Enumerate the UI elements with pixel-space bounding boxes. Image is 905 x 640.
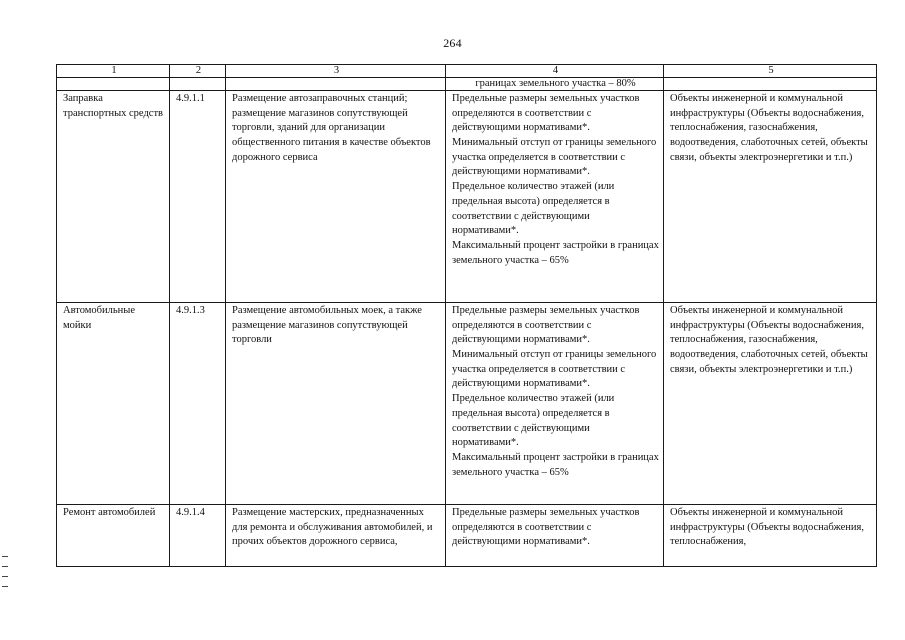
column-number-2: 2 xyxy=(170,65,226,78)
use-type-code: 4.9.1.1 xyxy=(170,91,226,303)
use-type-name: Заправка транспортных средств xyxy=(57,91,170,303)
parameters-cell xyxy=(446,303,664,505)
continuation-cell-2 xyxy=(170,78,226,91)
parameter-text: Минимальный отступ от границы земельного участка определяется в соответствии с действующими нормативами*. xyxy=(452,137,657,178)
use-type-code: 4.9.1.3 xyxy=(170,303,226,505)
column-number-3: 3 xyxy=(226,65,446,78)
parameters-cell xyxy=(446,505,664,567)
continuation-row xyxy=(57,78,877,91)
scan-margin-marks xyxy=(2,556,8,600)
use-type-description: Размещение автозаправочных станций; размещение магазинов сопутствующей торговли, зданий для организации общественного питания в качестве объектов дорожного сервиса xyxy=(226,91,446,303)
column-number-1: 1 xyxy=(57,65,170,78)
parameters-cell xyxy=(446,91,664,303)
use-type-name: Ремонт автомобилей xyxy=(57,505,170,567)
use-type-name: Автомобильные мойки xyxy=(57,303,170,505)
parameter-text: Максимальный процент застройки в границах земельного участка – 65% xyxy=(452,451,659,478)
use-type-description: Размещение автомобильных моек, а также размещение магазинов сопутствующей торговли xyxy=(226,303,446,505)
infrastructure-text: Объекты инженерной и коммунальной инфраструктуры (Объекты водоснабжения, теплоснабжения, газоснабжения, водоотведения, слаботочных сетей, объекты связи, объекты электроэнергетики и т.п.) xyxy=(664,303,877,505)
parameter-text: Предельное количество этажей (или предельная высота) определяется в соответствии с действующими нормативами*. xyxy=(452,181,615,237)
margin-tick xyxy=(2,556,8,557)
parameter-text: Минимальный отступ от границы земельного участка определяется в соответствии с действующими нормативами*. xyxy=(452,349,657,390)
continuation-cell-3 xyxy=(226,78,446,91)
margin-tick xyxy=(2,566,8,567)
continuation-params-text: границах земельного участка – 80% xyxy=(446,78,664,91)
parameter-text: Предельные размеры земельных участков определяются в соответствии с действующими нормативами*. xyxy=(452,93,640,134)
continuation-cell-5 xyxy=(664,78,877,91)
table-row xyxy=(57,303,877,505)
margin-tick xyxy=(2,586,8,587)
table-row xyxy=(57,505,877,567)
parameter-text: Предельные размеры земельных участков определяются в соответствии с действующими нормативами*. xyxy=(452,507,640,548)
column-number-5: 5 xyxy=(664,65,877,78)
table-row xyxy=(57,91,877,303)
continuation-cell-1 xyxy=(57,78,170,91)
land-use-table xyxy=(56,64,877,567)
page-number: 264 xyxy=(443,36,462,50)
infrastructure-text: Объекты инженерной и коммунальной инфраструктуры (Объекты водоснабжения, теплоснабжения, газоснабжения, водоотведения, слаботочных сетей, объекты связи, объекты электроэнергетики и т.п.) xyxy=(664,91,877,303)
use-type-description: Размещение мастерских, предназначенных для ремонта и обслуживания автомобилей, и прочих объектов дорожного сервиса, xyxy=(226,505,446,567)
margin-tick xyxy=(2,576,8,577)
parameter-text: Предельные размеры земельных участков определяются в соответствии с действующими нормативами*. xyxy=(452,305,640,346)
column-number-header-row xyxy=(57,65,877,78)
parameter-text: Максимальный процент застройки в границах земельного участка – 65% xyxy=(452,239,659,266)
use-type-code: 4.9.1.4 xyxy=(170,505,226,567)
column-number-4: 4 xyxy=(446,65,664,78)
parameter-text: Предельное количество этажей (или предельная высота) определяется в соответствии с действующими нормативами*. xyxy=(452,393,615,449)
infrastructure-text: Объекты инженерной и коммунальной инфраструктуры (Объекты водоснабжения, теплоснабжения, xyxy=(664,505,877,567)
